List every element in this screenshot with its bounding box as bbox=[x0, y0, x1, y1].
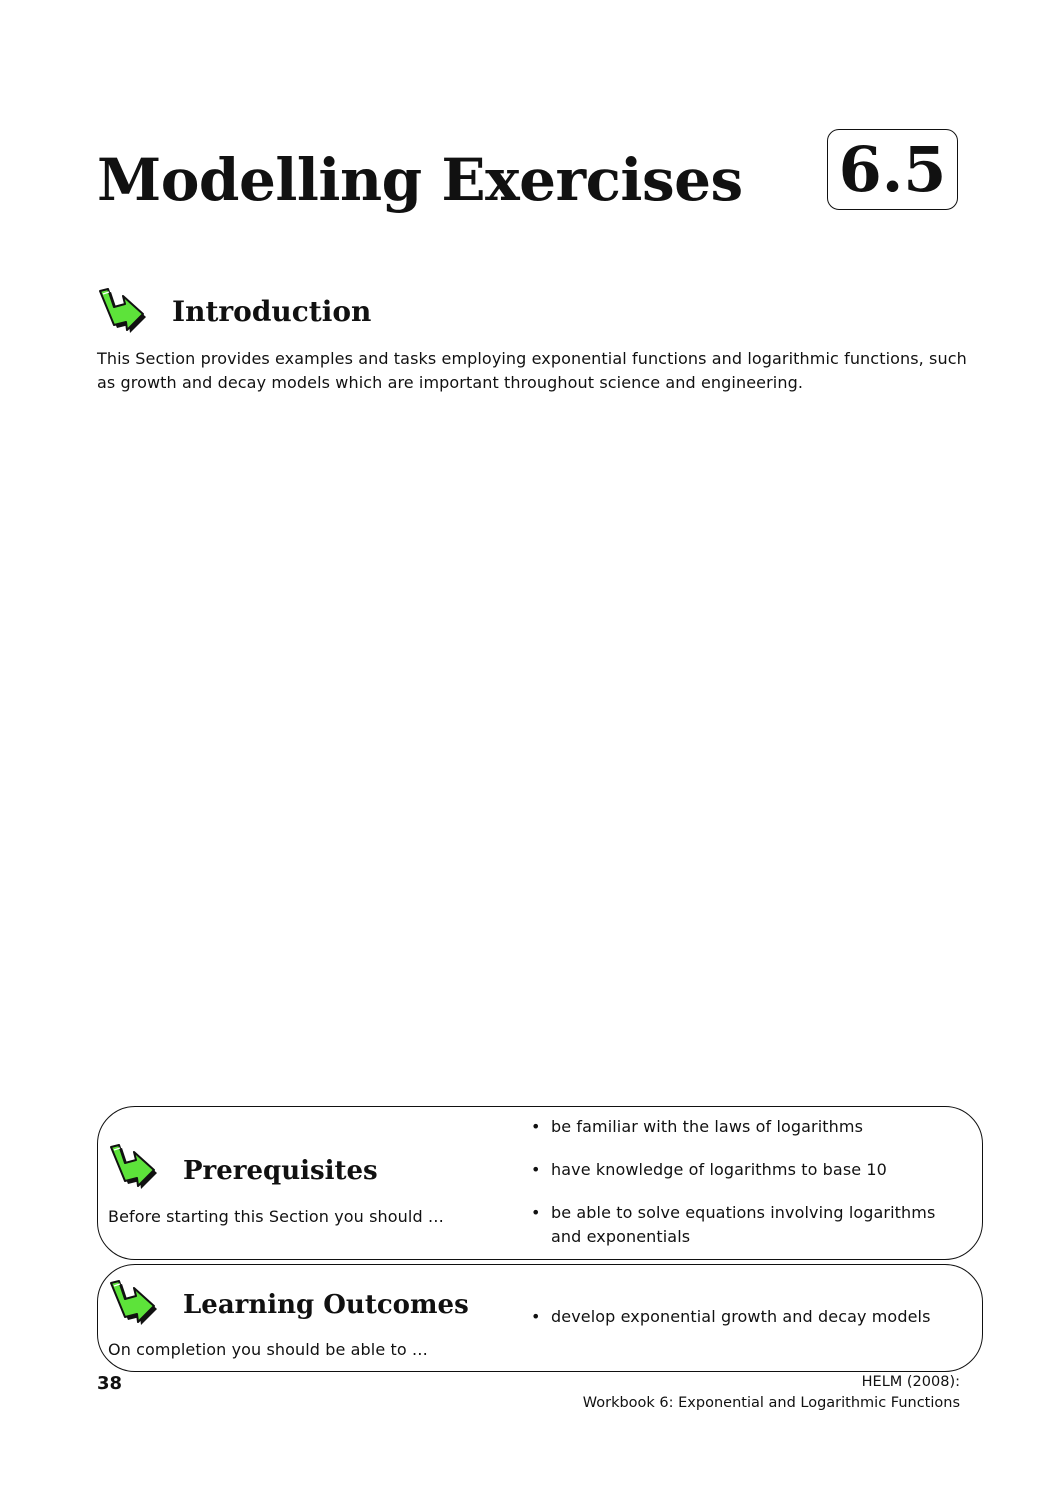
prerequisites-box bbox=[97, 1106, 983, 1260]
footer-workbook: Workbook 6: Exponential and Logarithmic Functions bbox=[582, 1395, 960, 1411]
learning-outcomes-subtitle: On completion you should be able to … bbox=[108, 1340, 429, 1359]
arrow-icon bbox=[108, 1278, 160, 1330]
footer-source: HELM (2008): bbox=[861, 1374, 960, 1390]
arrow-icon bbox=[97, 286, 149, 338]
list-item: • have knowledge of logarithms to base 10 bbox=[529, 1158, 969, 1182]
introduction-text: This Section provides examples and tasks employing exponential functions and logarithmic functions, such as growth and decay models which are important throughout science and engineering. bbox=[97, 349, 967, 392]
list-item: • be able to solve equations involving logarithms and exponentials bbox=[529, 1201, 969, 1249]
prerequisites-heading: Prerequisites bbox=[183, 1156, 378, 1186]
page-title: Modelling Exercises bbox=[97, 146, 743, 214]
arrow-icon bbox=[108, 1142, 160, 1194]
list-item: • be familiar with the laws of logarithms bbox=[529, 1115, 969, 1139]
learning-outcomes-box bbox=[97, 1264, 983, 1372]
section-number-badge: 6.5 bbox=[827, 129, 958, 210]
prerequisites-subtitle: Before starting this Section you should … bbox=[108, 1207, 444, 1226]
prerequisites-list bbox=[529, 1115, 969, 1249]
list-item: • develop exponential growth and decay models bbox=[529, 1305, 969, 1329]
learning-outcomes-list bbox=[529, 1305, 969, 1329]
page-number: 38 bbox=[97, 1373, 123, 1394]
footer bbox=[583, 1372, 960, 1414]
introduction-heading: Introduction bbox=[172, 295, 372, 328]
learning-outcomes-heading: Learning Outcomes bbox=[183, 1290, 469, 1320]
